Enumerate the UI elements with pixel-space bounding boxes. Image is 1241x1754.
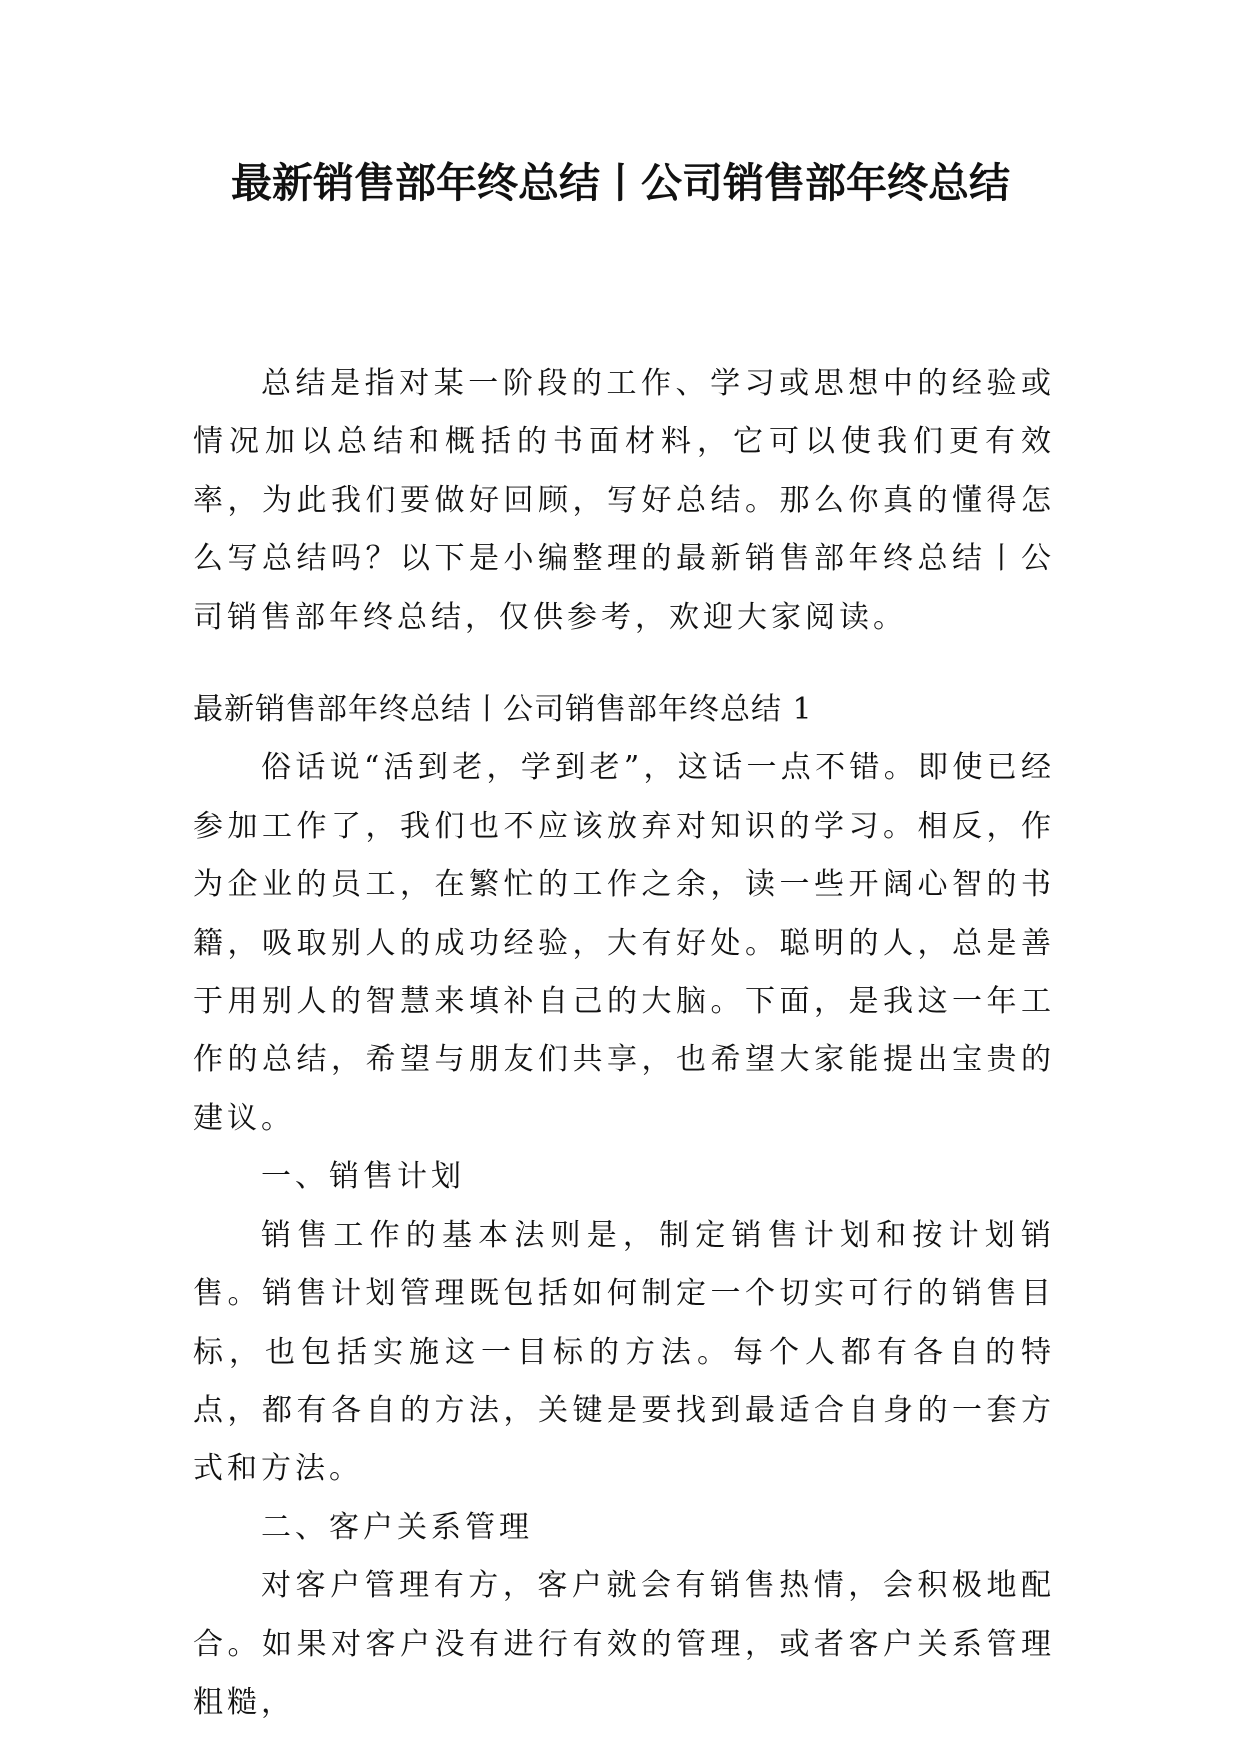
document-title: 最新销售部年终总结丨公司销售部年终总结 [231, 159, 1010, 207]
document-body [193, 355, 1055, 1732]
section-heading: 最新销售部年终总结丨公司销售部年终总结 1 [193, 692, 813, 728]
heading-sales-plan: 一、销售计划 [261, 1159, 465, 1195]
paragraph-3: 对客户管理有方，客户就会有销售热情，会积极地配合。如果对客户没有进行有效的管理，或者客户关系管理粗糙， [193, 1568, 1055, 1720]
paragraph-1: 俗话说“活到老，学到老”，这话一点不错。即使已经参加工作了，我们也不应该放弃对知识的学习。相反，作为企业的员工，在繁忙的工作之余，读一些开阔心智的书籍，吸取别人的成功经验，大有好处。聪明的人，总是善于用别人的智慧来填补自己的大脑。下面，是我这一年工作的总结，希望与朋友们共享，也希望大家能提出宝贵的建议。 [193, 750, 1055, 1136]
paragraph-2: 销售工作的基本法则是，制定销售计划和按计划销售。销售计划管理既包括如何制定一个切实可行的销售目标，也包括实施这一目标的方法。每个人都有各自的特点，都有各自的方法，关键是要找到最适合自身的一套方式和方法。 [193, 1217, 1055, 1487]
heading-customer-management: 二、客户关系管理 [261, 1509, 533, 1545]
intro-paragraph: 总结是指对某一阶段的工作、学习或思想中的经验或情况加以总结和概括的书面材料，它可以使我们更有效率，为此我们要做好回顾，写好总结。那么你真的懂得怎么写总结吗？以下是小编整理的最新销售部年终总结丨公司销售部年终总结，仅供参考，欢迎大家阅读。 [193, 366, 1055, 635]
